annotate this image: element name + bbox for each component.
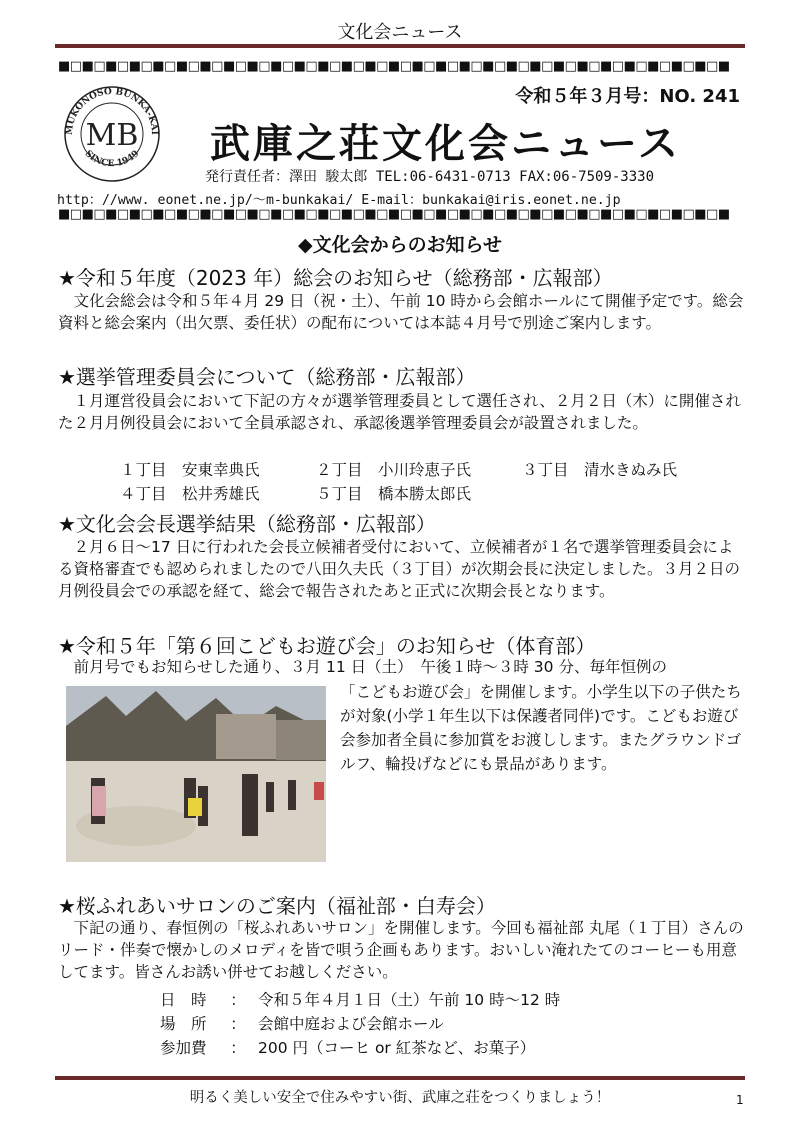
committee-members [120,458,677,506]
committee-row [120,458,677,482]
square-border-middle: ■□■□■□■□■□■□■□■□■□■□■□■□■□■□■□■□■□■□■□■□■□■□■□■□■□■□■□■□■ [58,208,730,222]
detail-label-place: 場 所 [160,1015,207,1033]
square-border-top: ■□■□■□■□■□■□■□■□■□■□■□■□■□■□■□■□■□■□■□■□■□■□■□■□■□■□■□■□■ [58,60,730,74]
detail-row [160,988,560,1012]
masthead-title: 武庫之荘文化会ニュース [210,120,681,167]
committee-member: ５丁目 橋本勝太郎氏 [316,485,472,503]
issue-number: 令和５年３月号：NO. 241 [515,86,740,107]
section-heading-president-election: ★文化会会長選挙結果（総務部・広報部） [58,512,436,536]
section-body-sakura-salon: 下記の通り、春恒例の「桜ふれあいサロン」を開催します。今回も福祉部 丸尾（１丁目）さんのリード・伴奏で懐かしのメロディを皆で唄う企画もあります。おいしい淹れたてのコーヒーも用意してます。皆さんお誘い併せてお越しください。 [58,919,744,981]
detail-value-datetime: 令和５年４月１日（土）午前 10 時～12 時 [258,991,561,1009]
committee-member: １丁目 安東幸典氏 [120,461,260,479]
detail-label-datetime: 日 時 [160,991,207,1009]
detail-separator: ： [230,1015,246,1033]
detail-row [160,1036,560,1060]
section-lead-kids-event: 前月号でもお知らせした通り、３月 11 日（土） 午後１時～３時 30 分、毎年恒例の [73,658,667,676]
section-body-election-committee: １月運営役員会において下記の方々が選挙管理委員として選任され、２月２日（木）に開催された２月月例役員会において全員承認され、承認後選挙管理委員会が設置されました。 [58,392,741,432]
publisher-line: 発行責任者：澤田 駿太郎 TEL:06-6431-0713 FAX:06-7509-3330 [205,169,655,185]
section-heading-general-meeting: ★令和５年度（2023 年）総会のお知らせ（総務部・広報部） [58,266,613,290]
section-heading-kids-event: ★令和５年「第６回こどもお遊び会」のお知らせ（体育部） [58,634,596,658]
running-header: 文化会ニュース [337,22,463,43]
committee-member: ３丁目 清水きぬみ氏 [522,461,678,479]
logo-initials: MB [85,118,139,153]
notice-heading: ◆文化会からのお知らせ [297,234,503,256]
detail-value-place: 会館中庭および会館ホール [258,1015,444,1033]
detail-separator: ： [230,991,246,1009]
logo-ring-text: MUKONOSO BUNKA-KAI [64,86,160,136]
section-heading-sakura-salon: ★桜ふれあいサロンのご案内（福祉部・白寿会） [58,894,496,918]
bottom-rule [55,1076,745,1080]
section-body-president-election: ２月６日～17 日に行われた会長立候補者受付において、立候補者が１名で選挙管理委員会による資格審査でも認められましたので八田久夫氏（３丁目）が次期会長に決定しました。３月２日の月例役員会での承認を経て、総会で報告されたあと正式に次期会長となります。 [58,538,741,600]
detail-label-fee: 参加費 [160,1039,207,1057]
detail-separator: ： [230,1039,246,1057]
web-contact-line: http：//www. eonet.ne.jp/～m-bunkakai/ E-mail：bunkakai@iris.eonet.ne.jp [57,193,621,208]
committee-member: ２丁目 小川玲恵子氏 [316,461,472,479]
salon-details [160,988,560,1060]
committee-member: ４丁目 松井秀雄氏 [120,485,260,503]
logo-since-text: SINCE 1949 [82,148,142,170]
section-body-general-meeting: 文化会総会は令和５年４月 29 日（祝・土）、午前 10 時から会館ホールにて開催予定です。総会資料と総会案内（出欠票、委任状）の配布については本誌４月号で別途ご案内します。 [58,292,744,332]
footer-slogan: 明るく美しい安全で住みやすい街、武庫之荘をつくりましょう！ [189,1090,611,1106]
committee-row [120,482,677,506]
kids-event-photo [66,686,326,862]
section-heading-election-committee: ★選挙管理委員会について（総務部・広報部） [58,365,476,389]
detail-value-fee: 200 円（コーヒ or 紅茶など、お菓子） [258,1039,536,1057]
section-body-kids-event: 「こどもお遊び会」を開催します。小学生以下の子供たちが対象(小学１年生以下は保護者同伴)です。こどもお遊び会参加者全員に参加賞をお渡しします。またグラウンドゴルフ、輪投げなどにも景品があります。 [340,683,742,773]
mb-logo [62,84,162,184]
top-rule [55,44,745,48]
detail-row [160,1012,560,1036]
page-number: 1 [736,1093,744,1107]
